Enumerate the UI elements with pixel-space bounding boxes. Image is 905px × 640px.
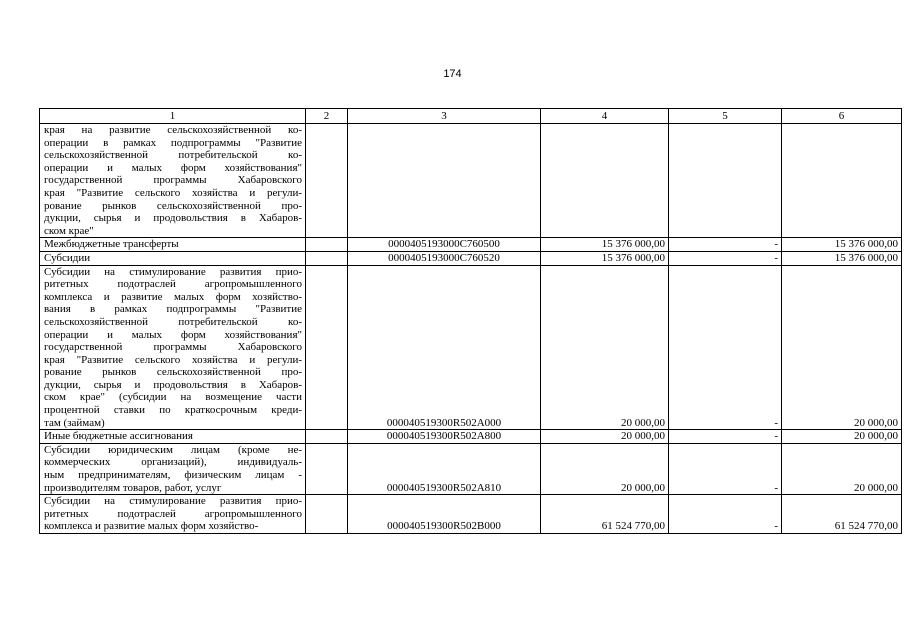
column-5-cell	[669, 124, 782, 238]
total-cell: 61 524 770,00	[782, 495, 902, 534]
budget-code: 0000405193000С760520	[348, 251, 541, 265]
column-2-cell	[306, 495, 348, 534]
column-2-cell	[306, 265, 348, 430]
description-line: Иные бюджетные ассигнования	[44, 430, 193, 443]
table-row	[40, 430, 902, 444]
column-5-cell: -	[669, 495, 782, 534]
description-line: Межбюджетные трансферты	[44, 238, 179, 251]
page-number: 174	[443, 68, 462, 80]
column-header: 6	[782, 109, 902, 124]
amount-cell	[541, 124, 669, 238]
description-line: сельскохозяйственной потребительской ко-	[44, 149, 302, 162]
description-line: ритетных подотраслей агропромышленного	[44, 278, 302, 291]
budget-code: 000040519300R502А000	[348, 265, 541, 430]
row-description	[40, 124, 306, 238]
column-header: 4	[541, 109, 669, 124]
description-line: Субсидии	[44, 251, 91, 264]
description-line: коммерческих организаций), индивидуаль-	[44, 456, 302, 469]
description-line: дукции, сырья и продовольствия в Хабаров-	[44, 378, 302, 391]
table-row	[40, 251, 902, 265]
row-description	[40, 430, 306, 444]
budget-code: 000040519300R502В000	[348, 495, 541, 534]
table-header-row	[40, 109, 902, 124]
description-line: края "Развитие сельского хозяйства и регули-	[44, 353, 302, 366]
column-2-cell	[306, 124, 348, 238]
row-description	[40, 265, 306, 430]
description-line: сельскохозяйственной потребительской ко-	[44, 315, 302, 328]
column-2-cell	[306, 430, 348, 444]
row-description	[40, 443, 306, 494]
budget-table	[39, 108, 902, 534]
description-line: края на развитие сельскохозяйственной ко-	[44, 124, 302, 136]
description-line: там (займам)	[44, 416, 105, 429]
description-line: края "Развитие сельского хозяйства и регули-	[44, 186, 302, 199]
description-line: производителям товаров, работ, услуг	[44, 481, 222, 494]
description-line: государственной программы Хабаровского	[44, 174, 302, 187]
description-line: операции и малых форм хозяйствования"	[44, 328, 302, 341]
amount-cell: 20 000,00	[541, 430, 669, 444]
description-line: ритетных подотраслей агропромышленного	[44, 507, 302, 520]
column-2-cell	[306, 238, 348, 252]
budget-code: 000040519300R502А810	[348, 443, 541, 494]
total-cell: 20 000,00	[782, 430, 902, 444]
description-line: процентной ставки по краткосрочным креди-	[44, 404, 302, 417]
column-header: 2	[306, 109, 348, 124]
row-description	[40, 238, 306, 252]
column-header: 3	[348, 109, 541, 124]
column-5-cell: -	[669, 265, 782, 430]
table-row	[40, 124, 902, 238]
table-row	[40, 238, 902, 252]
total-cell: 15 376 000,00	[782, 238, 902, 252]
total-cell: 20 000,00	[782, 265, 902, 430]
column-5-cell: -	[669, 443, 782, 494]
column-5-cell: -	[669, 238, 782, 252]
description-line: ным предпринимателям, физическим лицам -	[44, 469, 302, 482]
description-line: рование рынков сельскохозяйственной про-	[44, 199, 302, 212]
total-cell: 20 000,00	[782, 443, 902, 494]
amount-cell: 20 000,00	[541, 443, 669, 494]
description-line: вания в рамках подпрограммы "Развитие	[44, 303, 302, 316]
column-header: 5	[669, 109, 782, 124]
description-line: комплекса и развитие малых форм хозяйство-	[44, 520, 259, 533]
budget-code: 0000405193000С760500	[348, 238, 541, 252]
row-description	[40, 251, 306, 265]
description-line: операции в рамках подпрограммы "Развитие	[44, 136, 302, 149]
table-row	[40, 495, 902, 534]
description-line: ском крае" (субсидии на возмещение части	[44, 391, 302, 404]
amount-cell: 20 000,00	[541, 265, 669, 430]
total-cell: 15 376 000,00	[782, 251, 902, 265]
budget-code	[348, 124, 541, 238]
description-line: операции и малых форм хозяйствования"	[44, 161, 302, 174]
amount-cell: 15 376 000,00	[541, 251, 669, 265]
description-line: рование рынков сельскохозяйственной про-	[44, 366, 302, 379]
column-header: 1	[40, 109, 306, 124]
column-5-cell: -	[669, 251, 782, 265]
description-line: Субсидии юридическим лицам (кроме не-	[44, 443, 302, 456]
description-line: дукции, сырья и продовольствия в Хабаров-	[44, 212, 302, 225]
description-line: Субсидии на стимулирование развития прио-	[44, 265, 302, 278]
column-2-cell	[306, 251, 348, 265]
description-line: государственной программы Хабаровского	[44, 341, 302, 354]
amount-cell: 61 524 770,00	[541, 495, 669, 534]
amount-cell: 15 376 000,00	[541, 238, 669, 252]
description-line: ском крае"	[44, 224, 94, 237]
table-row	[40, 265, 902, 430]
column-2-cell	[306, 443, 348, 494]
table-row	[40, 443, 902, 494]
budget-code: 000040519300R502А800	[348, 430, 541, 444]
row-description	[40, 495, 306, 534]
column-5-cell: -	[669, 430, 782, 444]
description-line: комплекса и развитие малых форм хозяйство-	[44, 290, 302, 303]
total-cell	[782, 124, 902, 238]
description-line: Субсидии на стимулирование развития прио-	[44, 495, 302, 508]
